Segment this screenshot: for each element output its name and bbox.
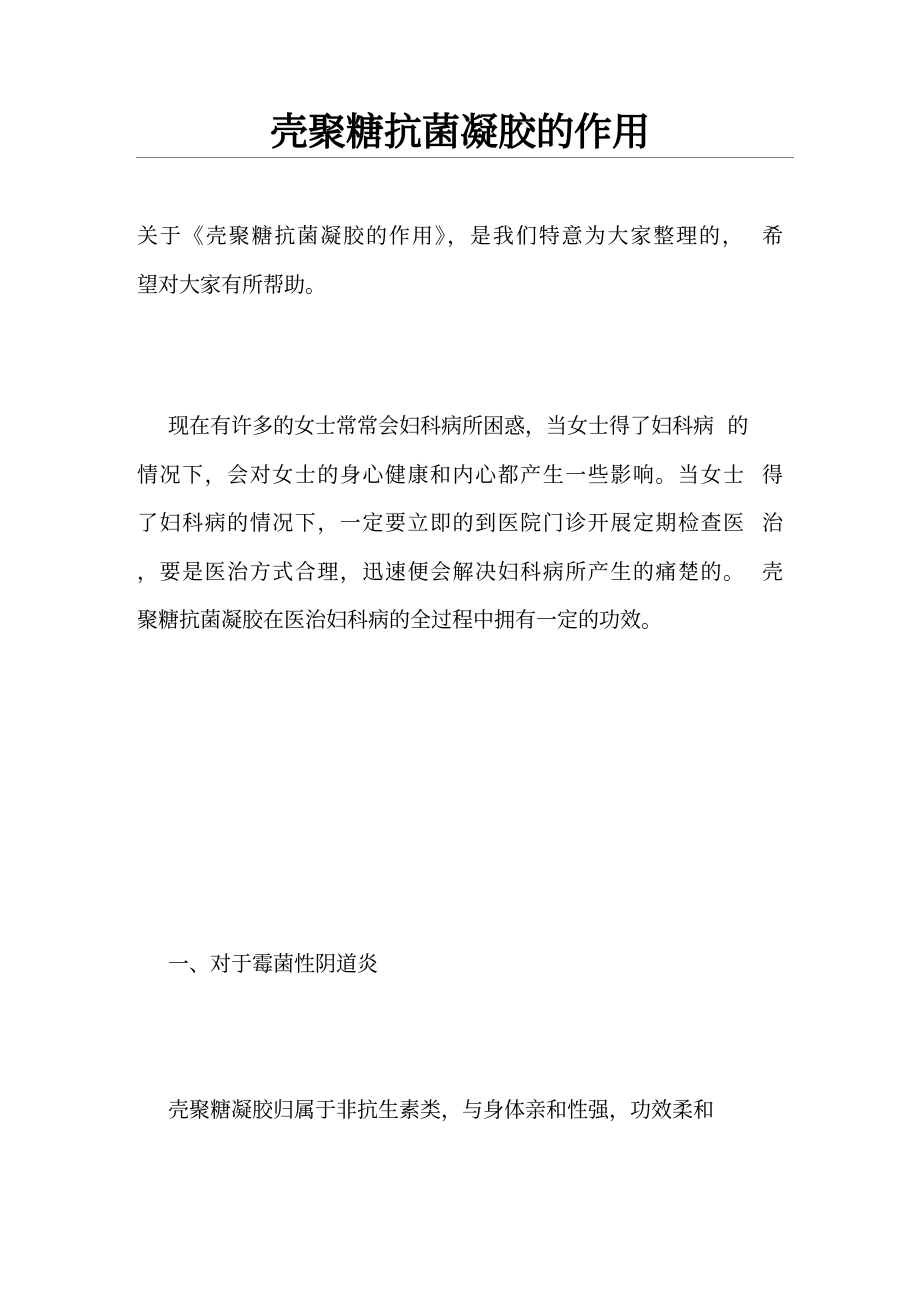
paragraph1-line-2: 情况下，会对女士的身心健康和内心都产生一些影响。当女士 得	[137, 463, 783, 487]
paragraph1-line-1: 现在有许多的女士常常会妇科病所困惑，当女士得了妇科病 的	[168, 414, 749, 438]
title-underline	[136, 157, 794, 158]
section-heading: 一、对于霉菌性阴道炎	[168, 952, 378, 976]
intro-line-1: 关于《壳聚糖抗菌凝胶的作用》，是我们特意为大家整理的， 希	[137, 224, 783, 248]
paragraph2-line-1: 壳聚糖凝胶归属于非抗生素类，与身体亲和性强，功效柔和	[168, 1098, 714, 1122]
paragraph1-line-3: 了妇科病的情况下，一定要立即的到医院门诊开展定期检查医 治	[137, 511, 783, 535]
paragraph1-line-5: 聚糖抗菌凝胶在医治妇科病的全过程中拥有一定的功效。	[137, 608, 662, 632]
document-title: 壳聚糖抗菌凝胶的作用	[269, 109, 650, 154]
paragraph1-line-4: ，要是医治方式合理，迅速便会解决妇科病所产生的痛楚的。 壳	[137, 560, 783, 584]
intro-line-2: 望对大家有所帮助。	[137, 273, 326, 297]
